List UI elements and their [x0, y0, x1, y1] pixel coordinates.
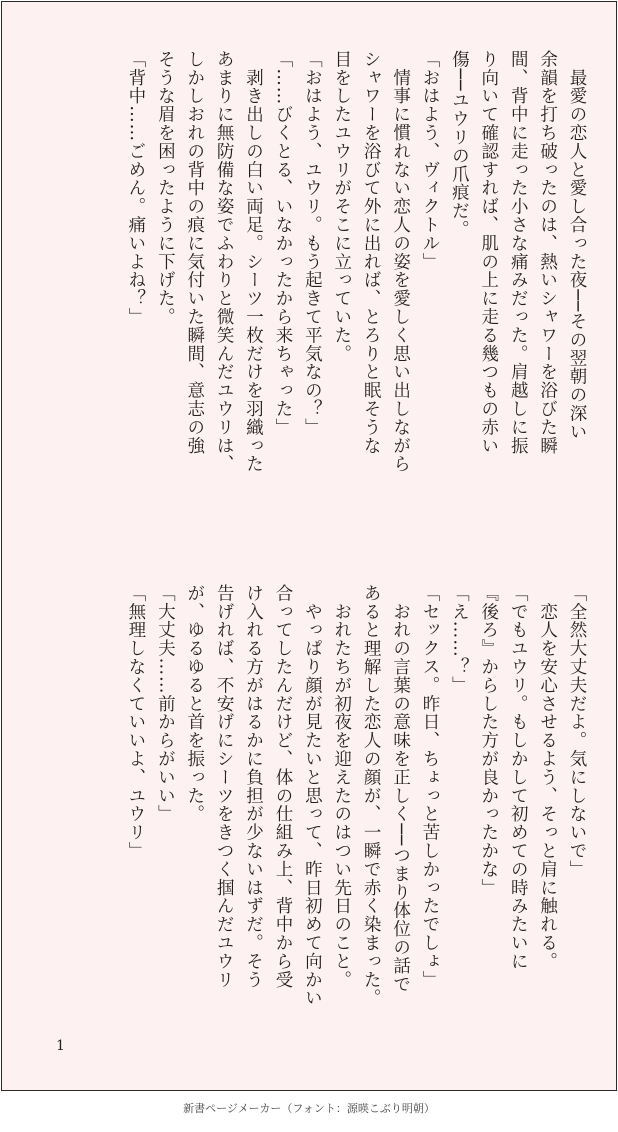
text-line: 間、背中に走った小さな痛みだった。肩越しに振 — [508, 50, 529, 455]
text-line: おれたちが初夜を迎えたのはつい先日のこと。 — [331, 584, 352, 989]
text-line: シャワーを浴びて外に出れば、とろりと眠そうな — [361, 50, 382, 455]
text-line: 告げれば、不安げにシーツをきつく掴んだユウリ — [214, 584, 235, 989]
text-line: 「セックス。昨日、ちょっと苦しかったでしょ」 — [419, 584, 440, 989]
page-number: 1 — [56, 1038, 65, 1054]
text-line: 合ってしたんだけど、体の仕組み上、背中から受 — [272, 584, 293, 989]
text-line: 「全然大丈夫だよ。気にしないで」 — [567, 584, 587, 879]
text-line: あると理解した恋人の顔が、一瞬で赤く染まった。 — [361, 584, 382, 1008]
text-line: 「大丈夫……前からがいい」 — [155, 584, 176, 824]
text-line: 最愛の恋人と愛し合った夜──その翌朝の深い — [567, 50, 587, 441]
text-line: 「おはよう、ユウリ。もう起きて平気なの？」 — [302, 50, 323, 437]
text-line: 「でもユウリ。もしかして初めての時みたいに — [508, 584, 529, 971]
text-line: 「無理しなくていいよ、ユウリ」 — [125, 584, 146, 860]
text-line: が、ゆるゆると首を振った。 — [184, 584, 205, 824]
text-line: 「……びくとる、いなかったから来ちゃった」 — [272, 50, 293, 437]
upper-text-block — [121, 50, 592, 520]
footer-credit: 新書ページメーカー（フォント：源暎こぶり明朝） — [183, 1102, 435, 1115]
text-line: 『後ろ』からした方が良かったかな」 — [478, 584, 499, 897]
text-line: 「背中……ごめん。痛いよね？」 — [125, 50, 146, 326]
lower-text-block — [121, 584, 592, 1014]
text-line: 恋人を安心させるよう、そっと肩に触れる。 — [537, 584, 558, 971]
text-line: け入れる方がはるかに負担が少ないはずだ。そう — [243, 584, 264, 989]
text-line: り向いて確認すれば、肌の上に走る幾つもの赤い — [478, 50, 499, 455]
text-line: 情事に慣れない恋人の姿を愛しく思い出しながら — [390, 50, 411, 474]
text-line: 「おはよう、ヴィクトル」 — [419, 50, 440, 271]
text-line: しかしおれの背中の痕に気付いた瞬間、意志の強 — [184, 50, 205, 455]
text-line: そうな眉を困ったように下げた。 — [155, 50, 176, 326]
text-line: 余韻を打ち破ったのは、熱いシャワーを浴びた瞬 — [537, 50, 558, 455]
text-line: 「え……？」 — [449, 584, 470, 695]
text-line: おれの言葉の意味を正しく──つまり体位の話で — [390, 584, 411, 994]
manuscript-page — [1, 1, 617, 1091]
text-line: 傷──ユウリの爪痕だ。 — [449, 50, 470, 239]
text-line: 目をしたユウリがそこに立っていた。 — [331, 50, 352, 363]
text-line: やっぱり顔が見たいと思って、昨日初めて向かい — [302, 584, 323, 1008]
text-line: 剥き出しの白い両足。シーツ一枚だけを羽織った — [243, 50, 264, 474]
text-line: あまりに無防備な姿でふわりと微笑んだユウリは、 — [214, 50, 235, 474]
